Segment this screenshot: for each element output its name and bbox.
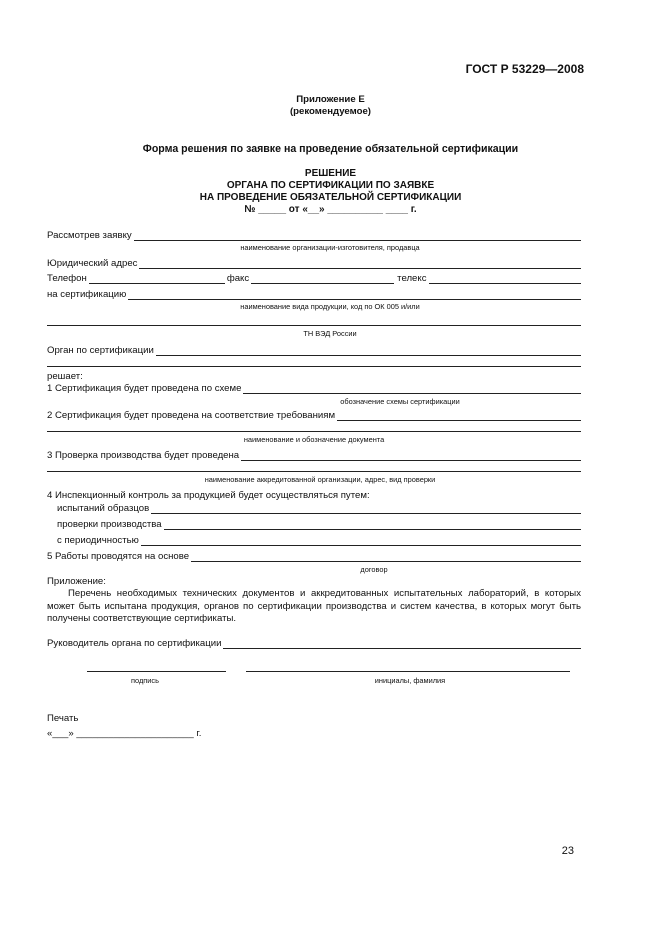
item4a-row[interactable] (57, 503, 581, 514)
body-label: Орган по сертификации (47, 345, 154, 356)
tn-caption: ТН ВЭД России (303, 329, 357, 338)
appendix-status: (рекомендуемое) (289, 106, 371, 117)
telex-field[interactable] (429, 274, 582, 284)
item4-label: 4 Инспекционный контроль за продукцией будет осуществляться путем: (47, 490, 370, 501)
head-row[interactable] (47, 638, 581, 649)
item3-caption: наименование аккредитованной организации, адрес, вид проверки (204, 475, 436, 484)
fax-label: факс (226, 273, 250, 284)
item4c-label: с периодичностью (57, 535, 139, 546)
head-field[interactable] (223, 639, 581, 649)
item3-label: 3 Проверка производства будет проведена (47, 450, 240, 461)
phone-label: Телефон (47, 273, 87, 284)
item4a-field[interactable] (151, 504, 581, 514)
item4c-field[interactable] (141, 536, 581, 546)
decision-subheading-1: ОРГАНА ПО СЕРТИФИКАЦИИ ПО ЗАЯВКЕ (226, 180, 435, 191)
item3-field-line-2[interactable] (47, 471, 581, 472)
phone-field[interactable] (89, 274, 225, 284)
reviewed-field[interactable] (134, 231, 581, 241)
item4b-row[interactable] (57, 519, 581, 530)
item1-row[interactable] (47, 383, 581, 394)
item4a-label: испытаний образцов (57, 503, 150, 514)
contacts-row[interactable] (47, 273, 581, 284)
item5-field[interactable] (191, 552, 581, 562)
legal-address-field[interactable] (139, 259, 581, 269)
item5-label: 5 Работы проводятся на основе (47, 551, 190, 562)
item4c-row[interactable] (57, 535, 581, 546)
item5-row[interactable] (47, 551, 581, 562)
item4b-field[interactable] (164, 520, 581, 530)
legal-address-label: Юридический адрес (47, 258, 138, 269)
page-number: 23 (561, 845, 574, 857)
product-caption: наименование вида продукции, код по ОК 005 и/или (240, 302, 420, 311)
item1-caption: обозначение схемы сертификации (340, 397, 460, 406)
item2-field-line-2[interactable] (47, 431, 581, 432)
product-field-line[interactable] (47, 325, 581, 326)
reviewed-caption: наименование организации-изготовителя, продавца (240, 243, 420, 252)
item5-caption: договор (360, 565, 388, 574)
annex-label: Приложение: (47, 576, 106, 587)
signature-line[interactable] (87, 671, 226, 672)
item1-field[interactable] (243, 384, 581, 394)
body-field[interactable] (156, 346, 581, 356)
legal-address-row[interactable] (47, 258, 581, 269)
for-cert-field[interactable] (128, 290, 581, 300)
for-cert-row[interactable] (47, 289, 581, 300)
name-caption: инициалы, фамилия (374, 676, 446, 685)
standard-code: ГОСТ Р 53229—2008 (465, 62, 584, 76)
form-title: Форма решения по заявке на проведение обязательной сертификации (142, 143, 519, 155)
telex-label: телекс (397, 273, 427, 284)
item3-field[interactable] (241, 451, 581, 461)
reviewed-label: Рассмотрев заявку (47, 230, 132, 241)
stamp-label: Печать (47, 713, 79, 724)
decision-heading: РЕШЕНИЕ (304, 168, 357, 179)
decides-label: решает: (47, 371, 83, 382)
item2-row[interactable] (47, 410, 581, 421)
decision-subheading-2: НА ПРОВЕДЕНИЕ ОБЯЗАТЕЛЬНОЙ СЕРТИФИКАЦИИ (199, 192, 462, 203)
annex-text: Перечень необходимых технических документов и аккредитованных испытательных лабораторий, в которых может быть испытана продукция, органов по сертификации производства и систем качества, в которых могут быть получены соответствующие сертификаты. (47, 588, 581, 624)
body-row[interactable] (47, 345, 581, 356)
head-label: Руководитель органа по сертификации (47, 638, 222, 649)
decision-number-line: № _____ от «__» __________ ____ г. (244, 204, 417, 215)
fax-field[interactable] (251, 274, 394, 284)
item2-caption: наименование и обозначение документа (243, 435, 385, 444)
item2-field[interactable] (337, 411, 581, 421)
item4b-label: проверки производства (57, 519, 162, 530)
body-field-line-2[interactable] (47, 366, 581, 367)
appendix-title: Приложение Е (296, 94, 365, 105)
name-line[interactable] (246, 671, 570, 672)
stamp-date-line[interactable]: «___» ______________________ г. (47, 728, 202, 739)
item1-label: 1 Сертификация будет проведена по схеме (47, 383, 242, 394)
item3-row[interactable] (47, 450, 581, 461)
for-cert-label: на сертификацию (47, 289, 127, 300)
signature-caption: подпись (131, 676, 159, 685)
item2-label: 2 Сертификация будет проведена на соответствие требованиям (47, 410, 336, 421)
reviewed-row[interactable] (47, 230, 581, 241)
